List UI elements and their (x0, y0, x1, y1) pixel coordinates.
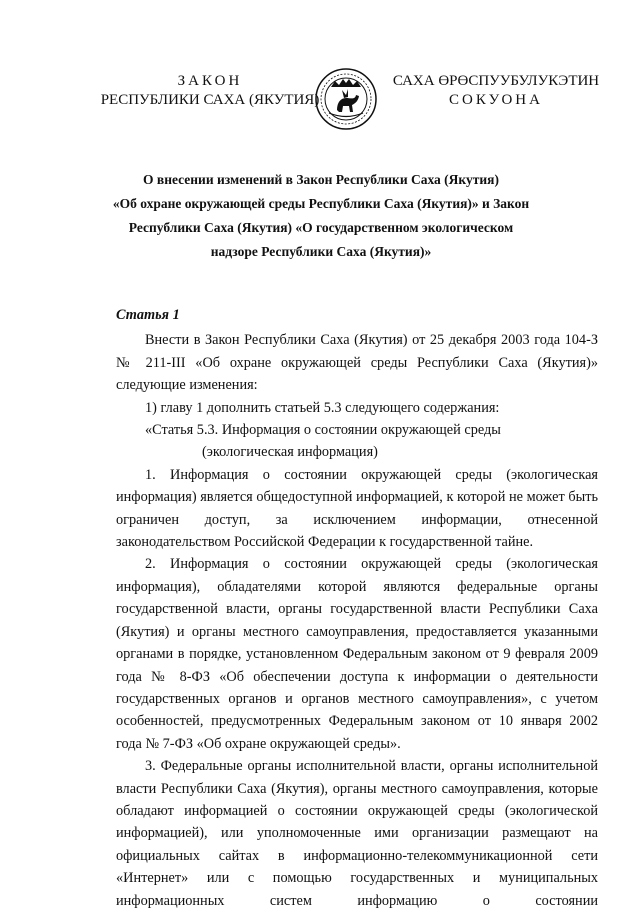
document-header (0, 68, 640, 148)
header-right (380, 72, 612, 110)
document-body (116, 304, 598, 912)
title-line-4: надзоре Республики Саха (Якутия)» (210, 244, 432, 259)
header-left-line1: ЗАКОН (177, 73, 243, 89)
article-heading: Статья 1 (116, 307, 180, 323)
sub-article-heading-cont: (экологическая информация) (202, 444, 378, 461)
header-left-line2: РЕСПУБЛИКИ САХА (ЯКУТИЯ) (100, 92, 320, 108)
header-right-line2: СОКУОНА (449, 92, 543, 108)
paragraph-2: 2. Информация о состоянии окружающей среды (экологическая информация), обладателями которой являются федеральные органы государственной власти, органы государственной власти Республики Саха (Якутия) и органы местного самоуправления, предоставляется указанными органами в порядке, установленном Федеральным законом от 9 февраля 2009 года № 8-ФЗ «Об обеспечении доступа к информации о деятельности государственных органов и органов местного самоуправления», с учетом особенностей, предусмотренных Федеральным законом от 10 января 2002 года № 7-ФЗ «Об охране окружающей среды». (116, 556, 598, 752)
header-right-line1: САХА ӨРӨСПУУБУЛУКЭТИН (392, 73, 600, 89)
paragraph-3: 3. Федеральные органы исполнительной власти, органы исполнительной власти Республики Саха (Якутия), органы местного самоуправления, которые обладают информацией о состоянии окружающей среды (экологической информацией), или уполномоченные ими организации размещают на официальных сайтах в информационно-телекоммуникационной сети «Интернет» или с помощью государственных и муниципальных информационных систем информацию о состоянии (116, 758, 598, 909)
sub-article-heading: «Статья 5.3. Информация о состоянии окружающей среды (145, 422, 501, 439)
article-intro: Внести в Закон Республики Саха (Якутия) от 25 декабря 2003 года 104-З № 211-III «Об охране окружающей среды Республики Саха (Якутия)» следующие изменения: (116, 332, 598, 394)
paragraph-1: 1. Информация о состоянии окружающей среды (экологическая информация) является общедоступной информацией, к которой не может быть ограничен доступ, за исключением информации, отнесенной законодательством Российской Федерации к государственной тайне. (116, 466, 598, 551)
title-line-1: О внесении изменений в Закон Республики Саха (Якутия) (143, 172, 499, 187)
coat-of-arms-emblem-icon (315, 68, 377, 130)
header-left (95, 72, 325, 110)
article-item-1: 1) главу 1 дополнить статьей 5.3 следующего содержания: (145, 399, 500, 416)
title-line-3: Республики Саха (Якутия) «О государственном экологическом (128, 220, 514, 235)
title-line-2: «Об охране окружающей среды Республики Саха (Якутия)» и Закон (112, 196, 530, 211)
document-title (108, 168, 534, 264)
